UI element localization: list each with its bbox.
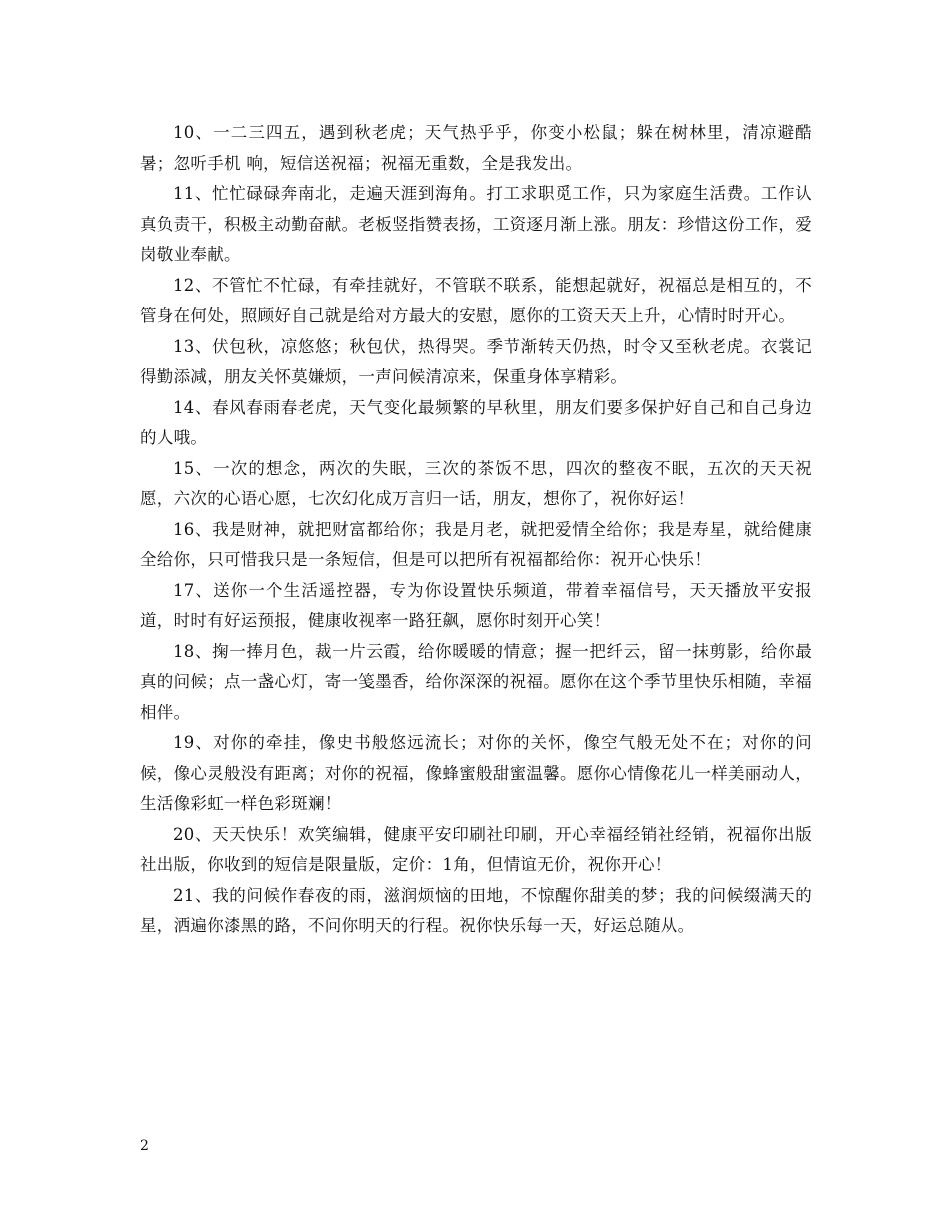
paragraph-20: 20、天天快乐！欢笑编辑，健康平安印刷社印刷，开心幸福经销社经销，祝福你出版社出版，你收到的短信是限量版，定价：1角，但情谊无价，祝你开心！ [140, 824, 812, 874]
paragraph-19: 19、对你的牵挂，像史书般悠远流长；对你的关怀，像空气般无处不在；对你的问候，像心灵般没有距离；对你的祝福，像蜂蜜般甜蜜温馨。愿你心情像花儿一样美丽动人，生活像彩虹一样色彩斑斓！ [140, 733, 812, 813]
paragraph-15: 15、一次的想念，两次的失眠，三次的茶饭不思，四次的整夜不眠，五次的天天祝愿，六次的心语心愿，七次幻化成万言归一话，朋友，想你了，祝你好运！ [140, 458, 812, 508]
paragraph-18: 18、掬一捧月色，裁一片云霞，给你暖暖的情意；握一把纤云，留一抹剪影，给你最真的问候；点一盏心灯，寄一笺墨香，给你深深的祝福。愿你在这个季节里快乐相随，幸福相伴。 [140, 641, 812, 722]
paragraph-14: 14、春风春雨春老虎，天气变化最频繁的早秋里，朋友们要多保护好自己和自己身边的人哦。 [140, 397, 812, 447]
paragraph-10: 10、一二三四五，遇到秋老虎；天气热乎乎，你变小松鼠；躲在树林里，清凉避酷暑；忽听手机 响，短信送祝福；祝福无重数，全是我发出。 [140, 123, 812, 173]
paragraph-13: 13、伏包秋，凉悠悠；秋包伏，热得哭。季节渐转天仍热，时令又至秋老虎。衣裳记得勤添减，朋友关怀莫嫌烦，一声问候清凉来，保重身体享精彩。 [140, 336, 812, 386]
paragraph-11: 11、忙忙碌碌奔南北，走遍天涯到海角。打工求职觅工作，只为家庭生活费。工作认真负责干，积极主动勤奋献。老板竖指赞表扬，工资逐月渐上涨。朋友：珍惜这份工作，爱岗敬业奉献。 [140, 184, 812, 264]
paragraph-17: 17、送你一个生活遥控器，专为你设置快乐频道，带着幸福信号，天天播放平安报道，时时有好运预报，健康收视率一路狂飙，愿你时刻开心笑！ [140, 580, 812, 630]
document-body [140, 118, 812, 942]
page-number: 2 [140, 1138, 149, 1154]
paragraph-21: 21、我的问候作春夜的雨，滋润烦恼的田地，不惊醒你甜美的梦；我的问候缀满天的星，洒遍你漆黑的路，不问你明天的行程。祝你快乐每一天，好运总随从。 [140, 885, 812, 935]
paragraph-12: 12、不管忙不忙碌，有牵挂就好，不管联不联系，能想起就好，祝福总是相互的，不管身在何处，照顾好自己就是给对方最大的安慰，愿你的工资天天上升，心情时时开心。 [140, 275, 812, 325]
paragraph-16: 16、我是财神，就把财富都给你；我是月老，就把爱情全给你；我是寿星，就给健康全给你，只可惜我只是一条短信，但是可以把所有祝福都给你：祝开心快乐！ [140, 519, 812, 569]
